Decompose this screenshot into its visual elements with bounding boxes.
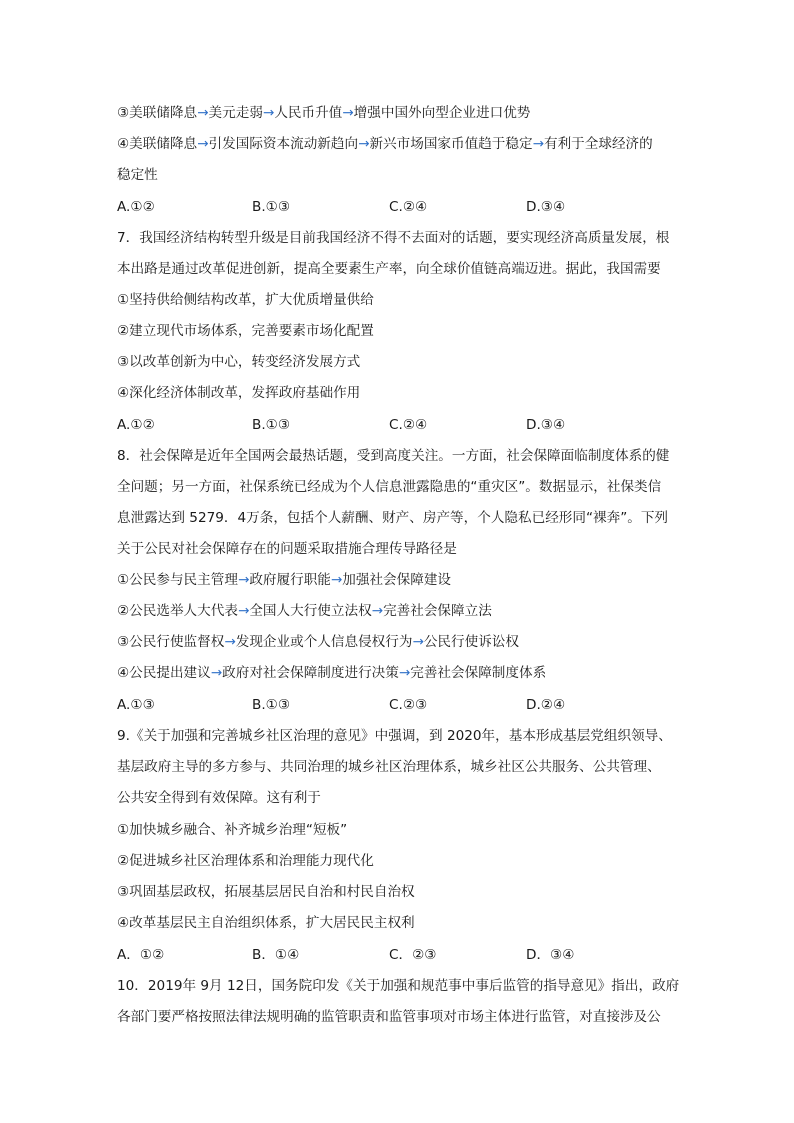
q9-stem-line-1: 9.《关于加强和完善城乡社区治理的意见》中强调，到 2020年，基本形成基层党组织领导、 xyxy=(117,728,672,744)
q7-answer-d: D.③④ xyxy=(526,417,566,433)
q8-answer-b: B.①③ xyxy=(252,697,291,713)
arrow-icon: → xyxy=(398,665,411,681)
q7-answer-c: C.②④ xyxy=(389,417,428,433)
q8-item-1: ①公民参与民主管理→政府履行职能→加强社会保障建设 xyxy=(117,572,452,588)
q7-stem-line-2: 本出路是通过改革促进创新，提高全要素生产率，向全球价值链高端迈进。据此，我国需要 xyxy=(117,261,661,277)
arrow-icon: → xyxy=(342,105,354,121)
q9-item-3: ③巩固基层政权，拓展基层居民自治和村民自治权 xyxy=(117,884,415,900)
q7-answer-b: B.①③ xyxy=(252,417,291,433)
arrow-icon: → xyxy=(210,665,223,681)
q7-item-2: ②建立现代市场体系，完善要素市场化配置 xyxy=(117,323,374,339)
arrow-icon: → xyxy=(412,634,424,650)
q9-item-4: ④改革基层民主自治组织体系，扩大居民民主权利 xyxy=(117,915,415,931)
arrow-icon: → xyxy=(330,572,343,588)
q8-answer-c: C.②③ xyxy=(389,697,428,713)
q6-option-4-cont: 稳定性 xyxy=(117,167,158,183)
q9-stem-line-3: 公共安全得到有效保障。这有利于 xyxy=(117,790,321,806)
q8-item-3: ③公民行使监督权→发现企业或个人信息侵权行为→公民行使诉讼权 xyxy=(117,634,519,650)
q10-stem-line-2: 各部门要严格按照法律法规明确的监管职责和监管事项对市场主体进行监管，对直接涉及公 xyxy=(117,1009,661,1025)
q7-item-3: ③以改革创新为中心，转变经济发展方式 xyxy=(117,354,361,370)
q9-item-2: ②促进城乡社区治理体系和治理能力现代化 xyxy=(117,853,374,869)
q7-item-1: ①坚持供给侧结构改革，扩大优质增量供给 xyxy=(117,292,374,308)
arrow-icon: → xyxy=(358,136,370,152)
q8-answer-a: A.①③ xyxy=(117,697,155,713)
q6-answer-b: B.①③ xyxy=(252,199,291,215)
q9-answer-b: B．①④ xyxy=(252,947,300,963)
q9-stem-line-2: 基层政府主导的多方参与、共同治理的城乡社区治理体系，城乡社区公共服务、公共管理、 xyxy=(117,759,661,775)
arrow-icon: → xyxy=(237,603,250,619)
arrow-icon: → xyxy=(197,105,209,121)
arrow-icon: → xyxy=(237,572,250,588)
q6-answer-c: C.②④ xyxy=(389,199,428,215)
q6-answer-d: D.③④ xyxy=(526,199,566,215)
q9-answer-d: D．③④ xyxy=(526,947,575,963)
q6-option-3: ③美联储降息→美元走弱→人民币升值→增强中国外向型企业进口优势 xyxy=(117,105,531,121)
q8-answer-d: D.②④ xyxy=(526,697,566,713)
q7-item-4: ④深化经济体制改革，发挥政府基础作用 xyxy=(117,385,361,401)
q10-stem-line-1: 10．2019年 9月 12日，国务院印发《关于加强和规范事中事后监管的指导意见》指出，政府 xyxy=(117,978,680,994)
q8-stem-line-4: 关于公民对社会保障存在的问题采取措施合理传导路径是 xyxy=(117,541,457,557)
q9-answer-a: A．①② xyxy=(117,947,165,963)
arrow-icon: → xyxy=(224,634,236,650)
q7-stem-line-1: 7．我国经济结构转型升级是目前我国经济不得不去面对的话题，要实现经济高质量发展，根 xyxy=(117,230,670,246)
q8-stem-line-2: 全问题；另一方面，社保系统已经成为个人信息泄露隐患的“重灾区”。数据显示，社保类信 xyxy=(117,479,662,495)
q6-option-4: ④美联储降息→引发国际资本流动新趋向→新兴市场国家币值趋于稳定→有利于全球经济的 xyxy=(117,136,653,152)
q7-answer-a: A.①② xyxy=(117,417,155,433)
q8-stem-line-1: 8．社会保障是近年全国两会最热话题，受到高度关注。一方面，社会保障面临制度体系的健 xyxy=(117,448,670,464)
q8-stem-line-3: 息泄露达到 5279．4万条，包括个人薪酬、财产、房产等，个人隐私已经形同“裸奔”。下列 xyxy=(117,510,669,526)
arrow-icon: → xyxy=(262,105,275,121)
q9-item-1: ①加快城乡融合、补齐城乡治理“短板” xyxy=(117,822,348,838)
q9-answer-c: C．②③ xyxy=(389,947,437,963)
q8-item-2: ②公民选举人大代表→全国人大行使立法权→完善社会保障立法 xyxy=(117,603,492,619)
arrow-icon: → xyxy=(532,136,544,152)
q8-item-4: ④公民提出建议→政府对社会保障制度进行决策→完善社会保障制度体系 xyxy=(117,665,547,681)
arrow-icon: → xyxy=(197,136,209,152)
q6-answer-a: A.①② xyxy=(117,199,155,215)
arrow-icon: → xyxy=(371,603,384,619)
